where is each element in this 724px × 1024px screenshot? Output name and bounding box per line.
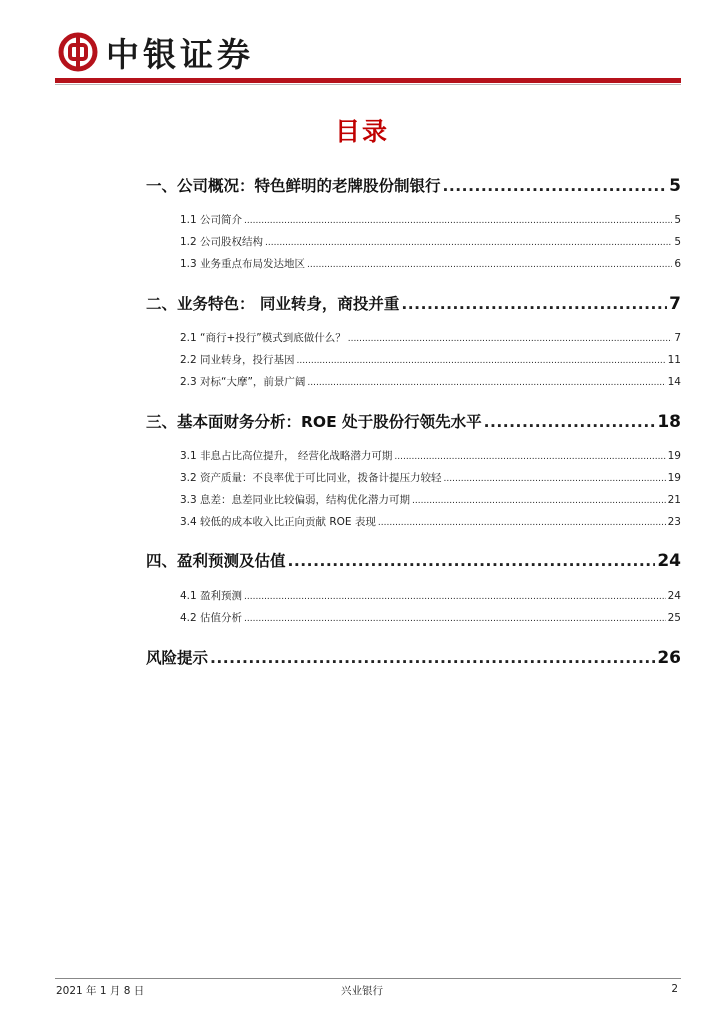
header-rule	[55, 78, 681, 83]
toc-leader	[244, 592, 666, 602]
toc-leader	[401, 295, 667, 313]
toc-entry-text: 1.3 业务重点布局发达地区	[180, 258, 306, 270]
toc-entry-page: 24	[667, 590, 681, 602]
toc-entry-4-2[interactable]	[180, 610, 681, 625]
toc-entry-1-2[interactable]	[180, 234, 681, 249]
toc-leader	[378, 518, 666, 528]
brand-name: 中银证券	[106, 34, 254, 74]
toc-entry-page: 25	[667, 612, 681, 624]
toc-leader	[288, 552, 656, 570]
toc-entry-section-2[interactable]	[146, 292, 681, 314]
toc-entry-page: 24	[657, 551, 681, 571]
toc-leader	[394, 452, 665, 462]
toc-entry-page: 26	[657, 648, 681, 668]
toc-entry-1-1[interactable]	[180, 212, 681, 227]
toc-leader	[244, 614, 666, 624]
toc-leader	[484, 413, 656, 431]
toc-leader	[412, 496, 666, 506]
toc-entry-section-3[interactable]	[146, 410, 681, 432]
toc-entry-text: 2.3 对标“大摩”，前景广阔	[180, 376, 306, 388]
toc-entry-text: 4.1 盈利预测	[180, 590, 243, 602]
toc-entry-risk[interactable]	[146, 646, 681, 668]
toc-entry-page: 21	[667, 494, 681, 506]
toc-entry-page: 19	[667, 472, 681, 484]
toc-entry-page: 11	[667, 354, 681, 366]
toc-leader	[244, 216, 672, 226]
toc-entry-2-1[interactable]	[180, 330, 681, 345]
footer-company: 兴业银行	[341, 985, 383, 997]
toc-entry-text: 2.2 同业转身，投行基因	[180, 354, 295, 366]
toc-leader	[297, 356, 666, 366]
toc-entry-text: 1.2 公司股权结构	[180, 236, 264, 248]
toc-entry-page: 5	[674, 236, 681, 248]
toc-entry-2-3[interactable]	[180, 374, 681, 389]
toc-entry-page: 14	[667, 376, 681, 388]
toc-entry-page: 7	[669, 294, 681, 314]
toc-entry-2-2[interactable]	[180, 352, 681, 367]
toc-entry-text: 3.4 较低的成本收入比正向贡献 ROE 表现	[180, 516, 376, 528]
toc-entry-page: 5	[674, 214, 681, 226]
toc-leader	[443, 177, 668, 195]
toc-title: 目录	[334, 117, 389, 146]
toc-entry-text: 4.2 估值分析	[180, 612, 243, 624]
toc-entry-page: 5	[669, 176, 681, 196]
toc-leader	[444, 474, 666, 484]
toc-entry-text: 2.1 “商行+投行”模式到底做什么？	[180, 332, 346, 344]
toc-entry-text: 3.2 资产质量：不良率优于可比同业，拨备计提压力较轻	[180, 472, 442, 484]
toc-leader	[348, 334, 673, 344]
toc-entry-text: 三、基本面财务分析：ROE 处于股份行领先水平	[146, 413, 482, 431]
toc-entry-text: 3.3 息差：息差同业比较偏弱，结构优化潜力可期	[180, 494, 411, 506]
toc-leader	[307, 378, 665, 388]
toc-entry-page: 23	[667, 516, 681, 528]
page-header	[58, 30, 254, 74]
toc-entry-3-1[interactable]	[180, 448, 681, 463]
footer-date: 2021 年 1 月 8 日	[56, 985, 145, 997]
toc-entry-page: 6	[674, 258, 681, 270]
toc-entry-text: 四、盈利预测及估值	[146, 552, 286, 570]
toc-entry-3-4[interactable]	[180, 514, 681, 529]
toc-entry-text: 风险提示	[146, 649, 209, 667]
toc-entry-3-2[interactable]	[180, 470, 681, 485]
toc-entry-text: 3.1 非息占比高位提升， 经营化战略潜力可期	[180, 450, 393, 462]
footer-page-number: 2	[671, 983, 678, 995]
toc-entry-3-3[interactable]	[180, 492, 681, 507]
toc-entry-text: 二、业务特色： 同业转身，商投并重	[146, 295, 400, 313]
toc-entry-text: 一、公司概况：特色鲜明的老牌股份制银行	[146, 177, 441, 195]
toc-entry-page: 19	[667, 450, 681, 462]
footer-rule	[55, 978, 681, 979]
toc-leader	[307, 260, 672, 270]
toc-entry-section-1[interactable]	[146, 174, 681, 196]
toc-entry-page: 7	[674, 332, 681, 344]
bank-of-china-logo-icon	[58, 32, 98, 72]
toc-leader	[265, 238, 672, 248]
toc-entry-1-3[interactable]	[180, 256, 681, 271]
toc-entry-page: 18	[657, 412, 681, 432]
toc-leader	[210, 649, 655, 667]
toc-entry-4-1[interactable]	[180, 588, 681, 603]
toc-entry-text: 1.1 公司简介	[180, 214, 243, 226]
toc-entry-section-4[interactable]	[146, 549, 681, 571]
header-rule-thin	[55, 84, 681, 85]
